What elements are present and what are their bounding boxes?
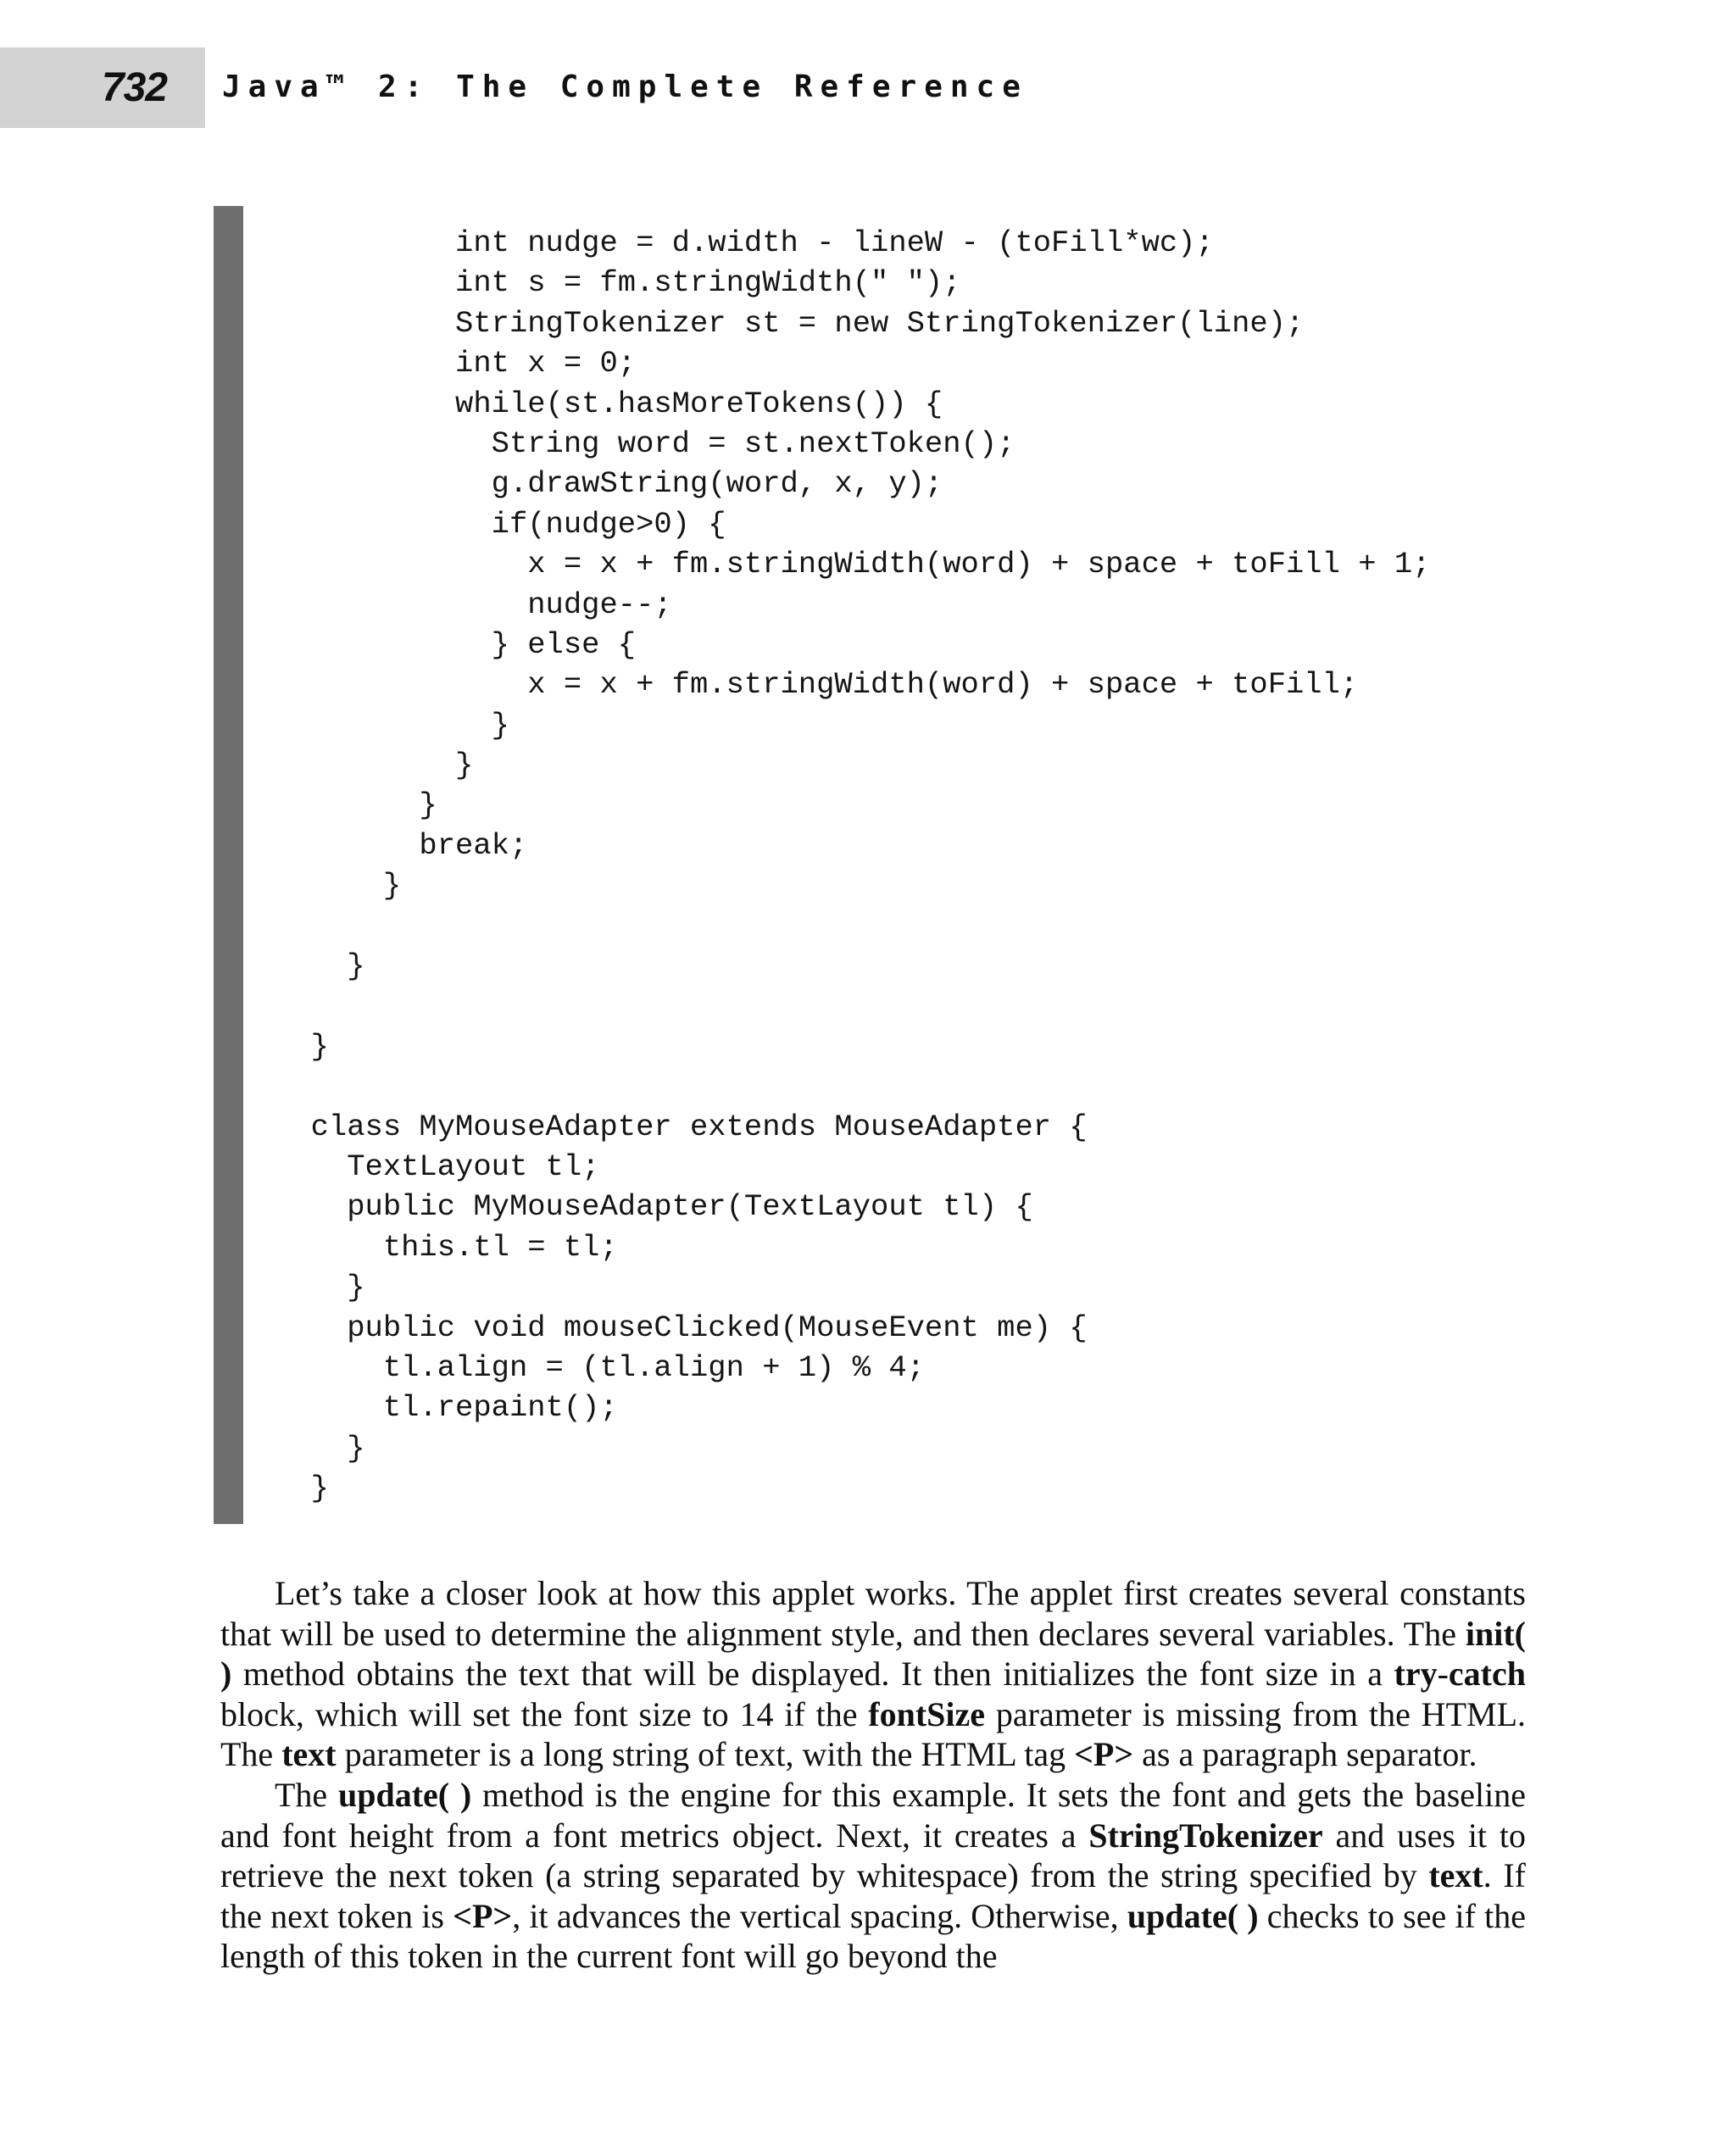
code-line: break;: [275, 827, 528, 863]
code-line: public MyMouseAdapter(TextLayout tl) {: [275, 1189, 1033, 1225]
code-line: }: [275, 1270, 365, 1305]
text-run: Let’s take a closer look at how this applet works. The applet first creates several constants that will be used to determine the alignment style, and then declares several variables. The: [220, 1574, 1526, 1653]
bold-term: text: [281, 1735, 337, 1774]
bold-term: try: [1394, 1655, 1438, 1694]
code-line: } else {: [275, 626, 637, 662]
text-run: as a paragraph separator.: [1133, 1735, 1477, 1774]
code-line: [275, 986, 1430, 1026]
code-line: tl.repaint();: [275, 1390, 618, 1426]
bold-term: update( ): [337, 1775, 472, 1814]
code-line: while(st.hasMoreTokens()) {: [275, 386, 943, 421]
code-line: }: [275, 1028, 329, 1064]
text-run: block, which will set the font size to 14 if the: [220, 1694, 869, 1733]
bold-term: fontSize: [868, 1694, 986, 1733]
code-line: tl.align = (tl.align + 1) % 4;: [275, 1349, 925, 1385]
text-run: parameter is a long string of text, with the HTML tag: [336, 1735, 1075, 1774]
text-run: method obtains the text that will be displayed. It then initializes the font size in a: [231, 1655, 1394, 1694]
text-run: The: [275, 1775, 338, 1814]
bold-term: StringTokenizer: [1088, 1816, 1323, 1855]
running-head: Java™ 2: The Complete Reference: [222, 70, 1028, 104]
code-line: StringTokenizer st = new StringTokenizer(line);: [275, 305, 1305, 341]
bold-term: <P>: [1074, 1735, 1134, 1774]
code-line: }: [275, 748, 474, 783]
body-text: [220, 1573, 1526, 1977]
code-line: [275, 906, 1430, 946]
code-line: int s = fm.stringWidth(" ");: [275, 265, 961, 301]
bold-term: catch: [1448, 1655, 1526, 1694]
code-line: x = x + fm.stringWidth(word) + space + toFill + 1;: [275, 547, 1431, 582]
code-line: String word = st.nextToken();: [275, 426, 1015, 461]
code-line: int x = 0;: [275, 346, 637, 381]
code-line: }: [275, 1471, 329, 1506]
code-line: TextLayout tl;: [275, 1149, 600, 1184]
code-line: [275, 1066, 1430, 1106]
text-run: checks to see if the length of this token in the current font will go beyond the: [220, 1896, 1526, 1976]
code-listing-bar: [214, 206, 243, 1524]
code-line: }: [275, 868, 402, 904]
page-header: [0, 0, 1736, 136]
code-listing: [275, 223, 1430, 1509]
code-line: g.drawString(word, x, y);: [275, 466, 943, 502]
text-run: and uses it to retrieve the next token (a string separated by whitespace) from the string specified by: [220, 1816, 1526, 1895]
code-line: class MyMouseAdapter extends MouseAdapter {: [275, 1109, 1088, 1144]
paragraph: [220, 1573, 1526, 1775]
code-line: this.tl = tl;: [275, 1229, 618, 1265]
bold-term: text: [1428, 1856, 1483, 1895]
code-line: }: [275, 707, 509, 743]
bold-term: init( ): [220, 1614, 1526, 1694]
code-line: }: [275, 1430, 365, 1466]
code-line: int nudge = d.width - lineW - (toFill*wc);: [275, 225, 1214, 260]
code-line: if(nudge>0) {: [275, 506, 726, 542]
code-line: public void mouseClicked(MouseEvent me) {: [275, 1310, 1088, 1345]
bold-term: <P>: [453, 1896, 513, 1935]
bold-term: update( ): [1127, 1896, 1259, 1935]
paragraph: [220, 1775, 1526, 1977]
code-line: }: [275, 948, 365, 984]
text-run: . If the next token is: [220, 1856, 1526, 1935]
page-number: 732: [101, 65, 167, 110]
code-line: x = x + fm.stringWidth(word) + space + toFill;: [275, 667, 1359, 703]
text-run: -: [1437, 1655, 1449, 1694]
text-run: method is the engine for this example. It sets the font and gets the baseline and font height from a font metrics object. Next, it creates a: [220, 1775, 1527, 1855]
text-run: , it advances the vertical spacing. Otherwise,: [512, 1896, 1127, 1935]
page-number-tab: [0, 47, 205, 128]
code-line: }: [275, 787, 437, 823]
text-run: parameter is missing from the HTML. The: [220, 1694, 1527, 1774]
code-line: nudge--;: [275, 587, 672, 622]
